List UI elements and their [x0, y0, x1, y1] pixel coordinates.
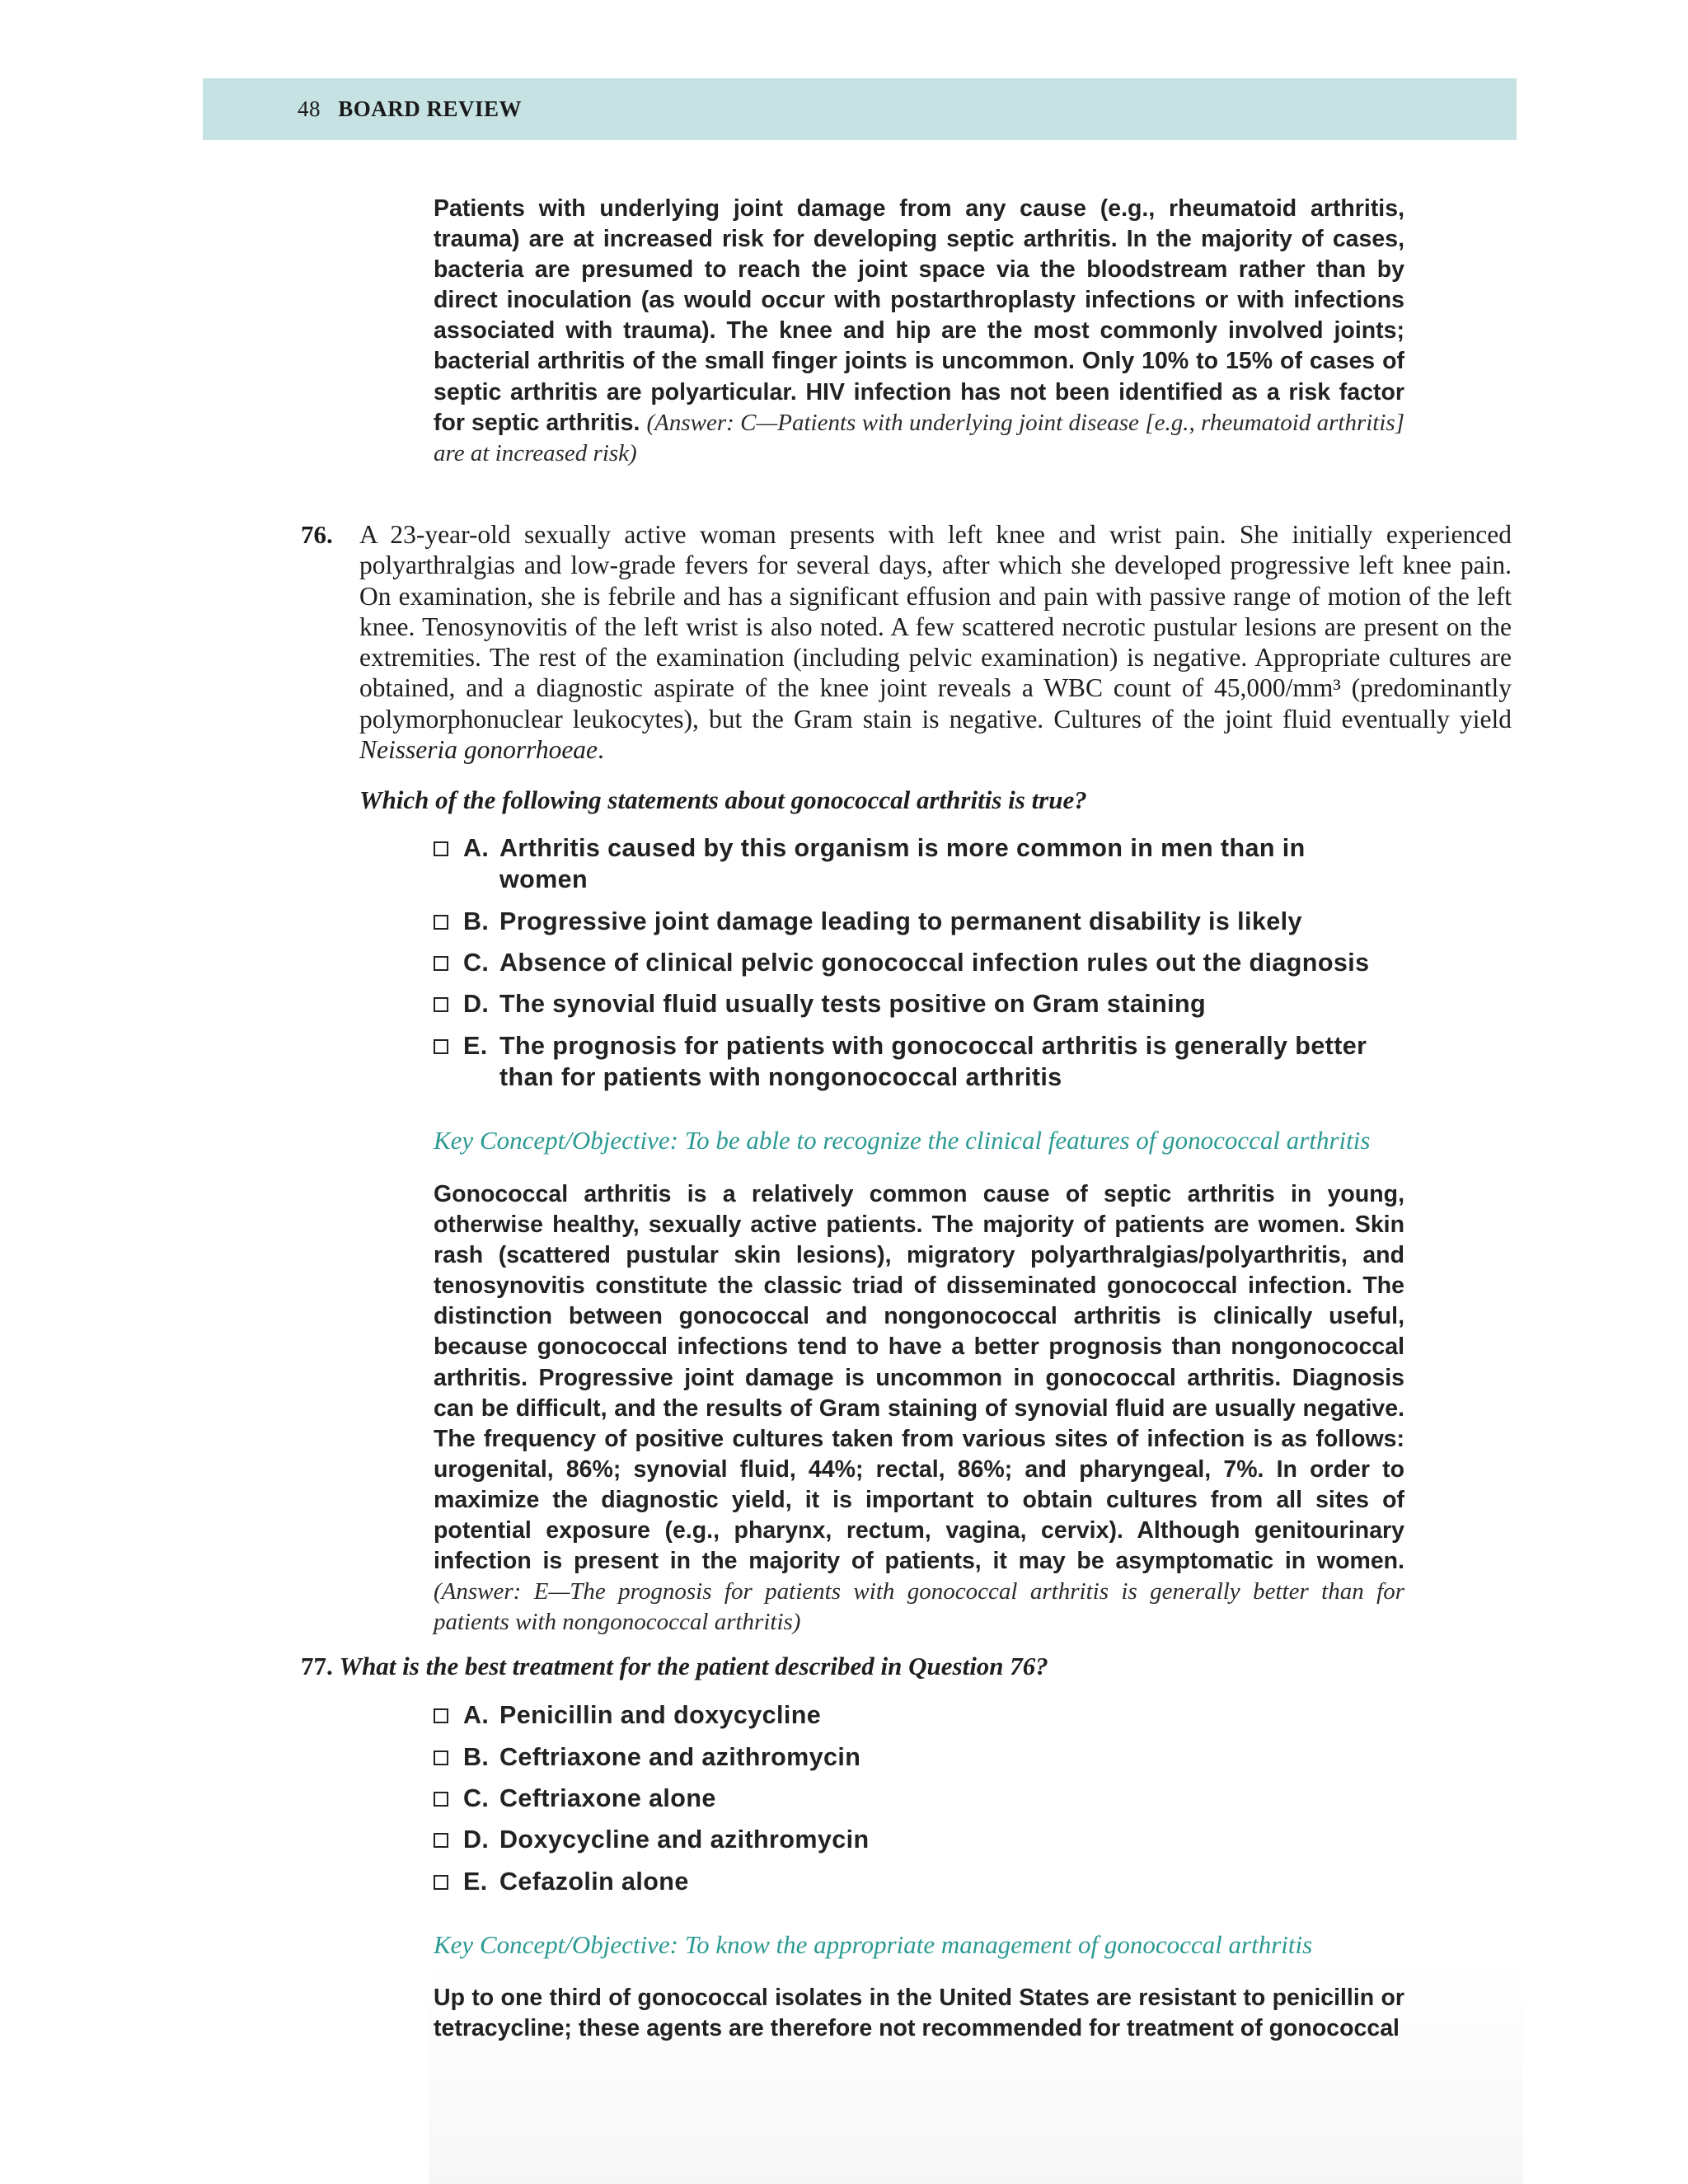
- checkbox-icon[interactable]: [434, 915, 448, 930]
- q76-stem: [359, 519, 1512, 765]
- option-letter: E.: [463, 1868, 488, 1896]
- q76-option-c[interactable]: [434, 948, 1423, 979]
- checkbox-icon[interactable]: [434, 841, 448, 856]
- option-text: The prognosis for patients with gonococcal arthritis is generally better than for patients with nongonococcal arthritis: [499, 1032, 1367, 1091]
- option-text: Ceftriaxone and azithromycin: [499, 1743, 861, 1771]
- page-number: 48: [298, 96, 321, 121]
- option-letter: D.: [463, 1825, 490, 1854]
- option-text: Progressive joint damage leading to permanent disability is likely: [499, 907, 1302, 935]
- option-text: Cefazolin alone: [499, 1868, 689, 1896]
- option-text: Absence of clinical pelvic gonococcal infection rules out the diagnosis: [499, 949, 1370, 977]
- q76-explanation: [434, 1179, 1404, 1638]
- q76-option-d[interactable]: [434, 989, 1423, 1020]
- checkbox-icon[interactable]: [434, 1875, 448, 1890]
- checkbox-icon[interactable]: [434, 1750, 448, 1765]
- checkbox-icon[interactable]: [434, 1039, 448, 1054]
- checkbox-icon[interactable]: [434, 1833, 448, 1848]
- q77-option-b[interactable]: [434, 1742, 1423, 1774]
- q76-stem-end: .: [598, 735, 604, 765]
- checkbox-icon[interactable]: [434, 1708, 448, 1723]
- q75-explanation: [434, 194, 1404, 469]
- q76-option-e[interactable]: [434, 1031, 1423, 1093]
- q76-answer: (Answer: E—The prognosis for patients with gonococcal arthritis is generally better than for patients with nongonococcal arthritis): [434, 1578, 1404, 1636]
- q77-explanation: [434, 1983, 1404, 2044]
- option-letter: B.: [463, 1743, 490, 1771]
- q77-explanation-text: Up to one third of gonococcal isolates in the United States are resistant to penicillin or tetracycline; these agents are therefore not recommended for treatment of gonococcal: [434, 1985, 1404, 2042]
- q76-lead: Which of the following statements about gonococcal arthritis is true?: [359, 785, 1087, 814]
- option-letter: C.: [463, 949, 490, 977]
- option-letter: E.: [463, 1032, 488, 1060]
- option-text: Doxycycline and azithromycin: [499, 1825, 870, 1854]
- q75-answer: (Answer: C—Patients with underlying joint disease [e.g., rheumatoid arthritis] are at increased risk): [434, 409, 1404, 466]
- q77-lead: [301, 1652, 1512, 1681]
- q76-key-concept: Key Concept/Objective: To be able to recognize the clinical features of gonococcal arthritis: [434, 1126, 1371, 1155]
- checkbox-icon[interactable]: [434, 956, 448, 971]
- option-letter: B.: [463, 907, 490, 935]
- q76-explanation-text: Gonococcal arthritis is a relatively common cause of septic arthritis in young, otherwise healthy, sexually active patients. The majority of patients are women. Skin rash (scattered pustular skin lesions), migratory polyarthralgias/polyarthritis, and tenosynovitis constitute the classic triad of disseminated gonococcal infection. The distinction between gonococcal and nongonococcal arthritis is clinically useful, because gonococcal infections tend to have a better prognosis than nongonococcal arthritis. Progressive joint damage is uncommon in gonococcal arthritis. Diagnosis can be difficult, and the results of Gram staining of synovial fluid are usually negative. The frequency of positive cultures taken from various sites of infection is as follows: urogenital, 86%; synovial fluid, 44%; rectal, 86%; and pharyngeal, 7%. In order to maximize the diagnostic yield, it is important to obtain cultures from all sites of potential exposure (e.g., pharynx, rectum, vagina, cervix). Although genitourinary infection is present in the majority of patients, it may be asymptomatic in women.: [434, 1181, 1404, 1575]
- q77-option-e[interactable]: [434, 1867, 1423, 1898]
- option-text: Ceftriaxone alone: [499, 1784, 716, 1812]
- option-text: The synovial fluid usually tests positive on Gram staining: [499, 990, 1207, 1018]
- option-letter: D.: [463, 990, 490, 1018]
- q75-explanation-text: Patients with underlying joint damage from any cause (e.g., rheumatoid arthritis, trauma) are at increased risk for developing septic arthritis. In the majority of cases, bacteria are presumed to reach the joint space via the bloodstream rather than by direct inoculation (as would occur with postarthroplasty infections or with infections associated with trauma). The knee and hip are the most commonly involved joints; bacterial arthritis of the small finger joints is uncommon. Only 10% to 15% of cases of septic arthritis are polyarticular. HIV infection has not been identified as a risk factor for septic arthritis.: [434, 195, 1404, 436]
- q76-organism: Neisseria gonorrhoeae: [359, 735, 598, 765]
- q77-option-d[interactable]: [434, 1825, 1423, 1856]
- option-letter: A.: [463, 834, 490, 862]
- running-title: BOARD REVIEW: [338, 96, 523, 121]
- option-letter: C.: [463, 1784, 490, 1812]
- header-text: [298, 96, 522, 122]
- option-text: Penicillin and doxycycline: [499, 1701, 822, 1729]
- q76-option-b[interactable]: [434, 907, 1423, 938]
- q76-stem-text: A 23-year-old sexually active woman presents with left knee and wrist pain. She initially experienced polyarthralgias and low-grade fevers for several days, after which she developed progressive left knee pain. On examination, she is febrile and has a significant effusion and pain with passive range of motion of the left knee. Tenosynovitis of the left wrist is also noted. A few scattered necrotic pustular lesions are present on the extremities. The rest of the examination (including pelvic examination) is negative. Appropriate cultures are obtained, and a diagnostic aspirate of the knee joint reveals a WBC count of 45,000/mm³ (predominantly polymorphonuclear leukocytes), but the Gram stain is negative. Cultures of the joint fluid eventually yield: [359, 520, 1512, 733]
- q77-number: 77.: [301, 1652, 333, 1680]
- option-letter: A.: [463, 1701, 490, 1729]
- q76-option-a[interactable]: [434, 833, 1423, 895]
- q77-option-a[interactable]: [434, 1700, 1423, 1732]
- q77-option-c[interactable]: [434, 1783, 1423, 1815]
- checkbox-icon[interactable]: [434, 997, 448, 1012]
- q77-key-concept: Key Concept/Objective: To know the appropriate management of gonococcal arthritis: [434, 1930, 1313, 1959]
- option-text: Arthritis caused by this organism is more common in men than in women: [499, 834, 1306, 893]
- q77-lead-text: What is the best treatment for the patient described in Question 76?: [339, 1652, 1048, 1680]
- running-header: [203, 78, 1517, 140]
- q76-number: 76.: [301, 520, 333, 549]
- checkbox-icon[interactable]: [434, 1792, 448, 1807]
